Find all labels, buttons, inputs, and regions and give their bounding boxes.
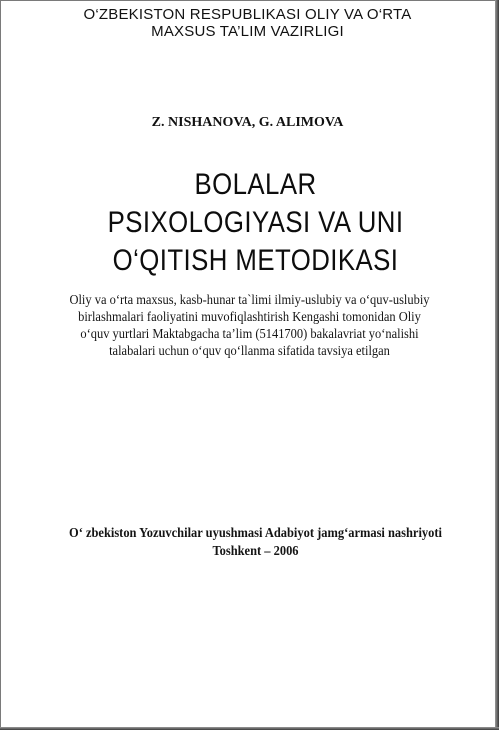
description-line-3: o‘quv yurtlari Maktabgacha ta’lim (5141700) bakalavriat yo‘nalishi xyxy=(80,326,419,341)
title-line-1: BOLALAR xyxy=(194,168,317,201)
publisher-line-2: Toshkent – 2006 xyxy=(212,543,299,558)
title-line-2: PSIXOLOGIYASI VA UNI xyxy=(107,206,404,239)
publisher-line-1: O‘ zbekiston Yozuvchilar uyushmasi Adabiyot jamg‘armasi nashriyoti xyxy=(69,525,442,540)
description-line-4: talabalari uchun o‘quv qo‘llanma sifatida tavsiya etilgan xyxy=(109,343,390,358)
authors: Z. NISHANOVA, G. ALIMOVA xyxy=(151,115,344,130)
page-border-top xyxy=(0,0,499,1)
ministry-line-2: MAXSUS TA’LIM VAZIRLIGI xyxy=(151,23,344,40)
page-border-left xyxy=(0,0,1,730)
description-line-2: birlashmalari faoliyatini muvofiqlashtirish Kengashi tomonidan Oliy xyxy=(78,309,421,324)
ministry-line-1: O‘ZBEKISTON RESPUBLIKASI OLIY VA O‘RTA xyxy=(83,6,412,23)
description-line-1: Oliy va o‘rta maxsus, kasb-hunar ta`limi ilmiy-uslubiy va o‘quv-uslubiy xyxy=(69,292,430,307)
title-line-3: O‘QITISH METODIKASI xyxy=(112,244,399,277)
page-shadow-right xyxy=(495,0,499,730)
